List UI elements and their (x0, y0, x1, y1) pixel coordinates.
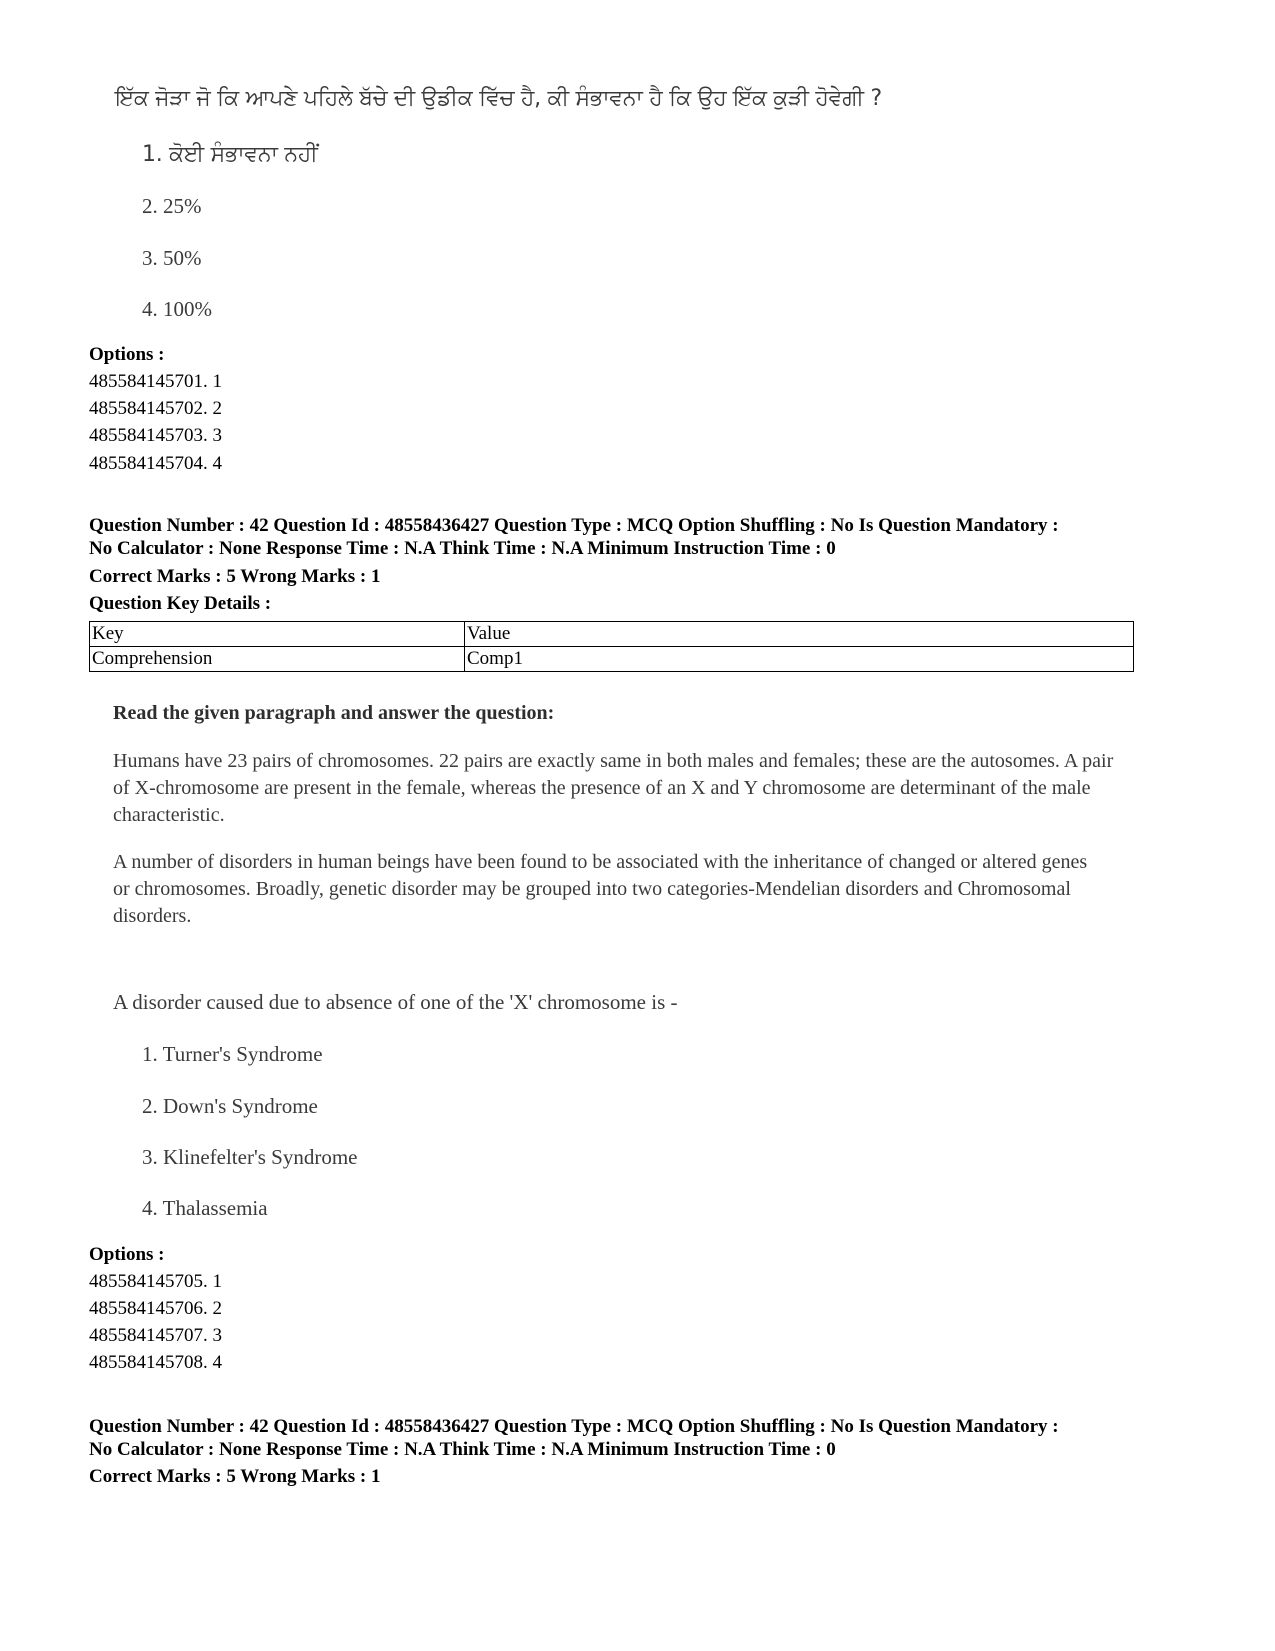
paragraph-1: Humans have 23 pairs of chromosomes. 22 pairs are exactly same in both males and females; these are the autosomes. A pair of X-chromosome are present in the female, whereas the presence of an X and Y chromosome are determinant of the male characteristic. (113, 750, 1114, 826)
choice-2: 2. 25% (142, 194, 202, 218)
option-item: 485584145705. 1 (89, 1271, 222, 1292)
table-header-row (90, 622, 1134, 647)
question-meta-line1: Question Number : 42 Question Id : 48558436427 Question Type : MCQ Option Shuffling : No Is Question Mandatory : (89, 1416, 1059, 1437)
marks-line: Correct Marks : 5 Wrong Marks : 1 (89, 566, 381, 587)
option-item: 485584145701. 1 (89, 371, 222, 392)
question-meta-line1: Question Number : 42 Question Id : 48558436427 Question Type : MCQ Option Shuffling : No Is Question Mandatory : (89, 515, 1059, 536)
option-item: 485584145703. 3 (89, 425, 222, 446)
options-label: Options : (89, 1244, 165, 1265)
table-row (90, 647, 1134, 672)
table-cell-value: Comp1 (465, 647, 1134, 672)
choice-1: 1. Turner's Syndrome (142, 1042, 323, 1066)
option-item: 485584145702. 2 (89, 398, 222, 419)
paragraph-2: A number of disorders in human beings have been found to be associated with the inheritance of changed or altered genes or chromosomes. Broadly, genetic disorder may be grouped into two categories-Mendelian disorders and Chromosomal disorders. (113, 851, 1088, 927)
table-header-key: Key (90, 622, 465, 647)
question-meta-line2: No Calculator : None Response Time : N.A Think Time : N.A Minimum Instruction Time : 0 (89, 1439, 836, 1460)
paragraph-heading: Read the given paragraph and answer the question: (113, 702, 555, 724)
option-item: 485584145706. 2 (89, 1298, 222, 1319)
choice-2: 2. Down's Syndrome (142, 1094, 318, 1118)
choice-4: 4. Thalassemia (142, 1196, 268, 1220)
key-details-label: Question Key Details : (89, 593, 272, 614)
choice-3: 3. Klinefelter's Syndrome (142, 1145, 358, 1169)
choice-1: 1. ਕੋਈ ਸੰਭਾਵਨਾ ਨਹੀਂ (142, 142, 318, 167)
table-cell-key: Comprehension (90, 647, 465, 672)
choice-4: 4. 100% (142, 297, 212, 321)
choice-3: 3. 50% (142, 246, 202, 270)
options-label: Options : (89, 344, 165, 365)
question-text: A disorder caused due to absence of one of the 'X' chromosome is - (113, 990, 678, 1014)
option-item: 485584145708. 4 (89, 1352, 222, 1373)
question-text: ਇੱਕ ਜੋੜਾ ਜੋ ਕਿ ਆਪਣੇ ਪਹਿਲੇ ਬੱਚੇ ਦੀ ਉਡੀਕ ਵਿੱਚ ਹੈ, ਕੀ ਸੰਭਾਵਨਾ ਹੈ ਕਿ ਉਹ ਇੱਕ ਕੁੜੀ ਹੋਵੇਗੀ ? (115, 86, 882, 111)
option-item: 485584145707. 3 (89, 1325, 222, 1346)
marks-line: Correct Marks : 5 Wrong Marks : 1 (89, 1466, 381, 1487)
question-meta-line2: No Calculator : None Response Time : N.A Think Time : N.A Minimum Instruction Time : 0 (89, 538, 836, 559)
table-header-value: Value (465, 622, 1134, 647)
key-details-table (89, 621, 1134, 672)
option-item: 485584145704. 4 (89, 453, 222, 474)
